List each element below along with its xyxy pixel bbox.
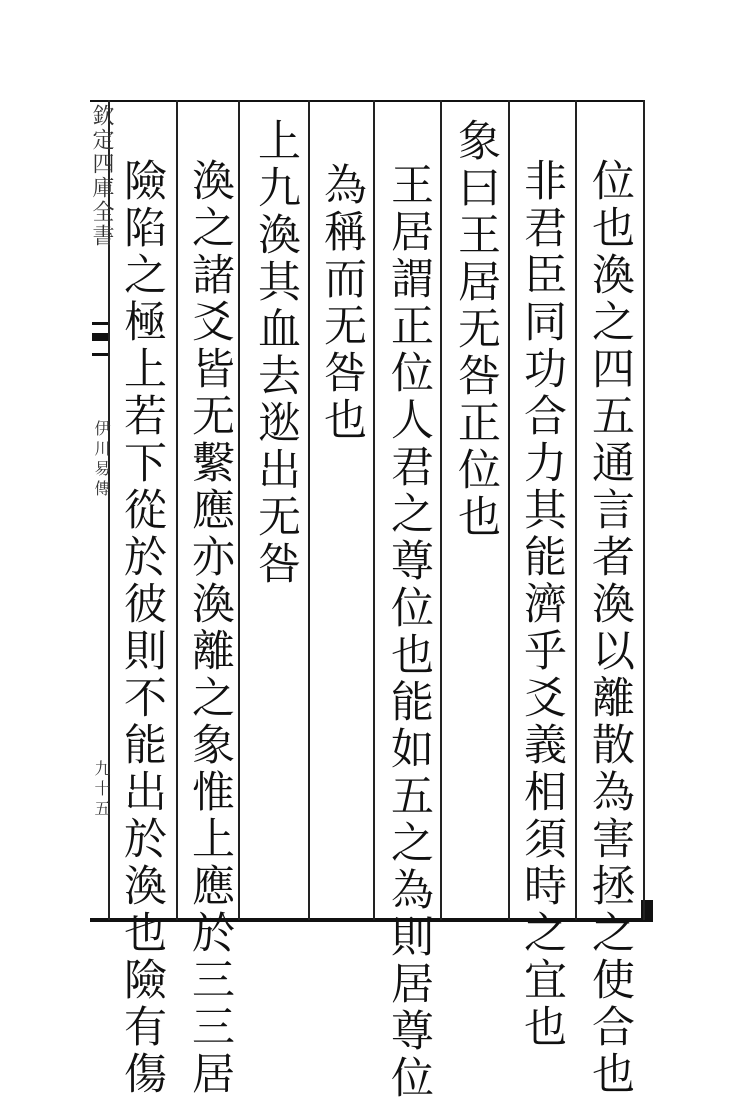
text-column-8: 險陷之極上若下從於彼則不能出於渙也險有傷 bbox=[117, 158, 167, 1098]
text-column-4: 王居謂正位人君之尊位也能如五之為則居尊位 bbox=[384, 162, 434, 1102]
fish-tail-mark bbox=[92, 322, 108, 356]
frame-top-rule bbox=[90, 100, 645, 102]
column-divider bbox=[643, 100, 645, 920]
text-column-5: 為稱而无咎也 bbox=[317, 162, 367, 444]
book-title: 欽定四庫全書 bbox=[89, 104, 114, 248]
column-divider bbox=[308, 100, 310, 920]
column-divider bbox=[176, 100, 178, 920]
column-divider bbox=[440, 100, 442, 920]
section-label: 伊川易傳 bbox=[92, 420, 111, 500]
column-divider bbox=[575, 100, 577, 920]
column-divider bbox=[373, 100, 375, 920]
column-divider bbox=[508, 100, 510, 920]
text-column-6: 上九渙其血去逖出无咎 bbox=[251, 118, 301, 588]
text-column-2: 非君臣同功合力其能濟乎爻義相須時之宜也 bbox=[517, 158, 567, 1051]
text-column-7: 渙之諸爻皆无繫應亦渙離之象惟上應於三三居 bbox=[185, 158, 235, 1098]
column-divider bbox=[238, 100, 240, 920]
page-number: 九十五 bbox=[92, 760, 111, 820]
text-column-3: 象曰王居无咎正位也 bbox=[451, 118, 501, 541]
text-column-1: 位也渙之四五通言者渙以離散為害拯之使合也 bbox=[585, 158, 635, 1098]
